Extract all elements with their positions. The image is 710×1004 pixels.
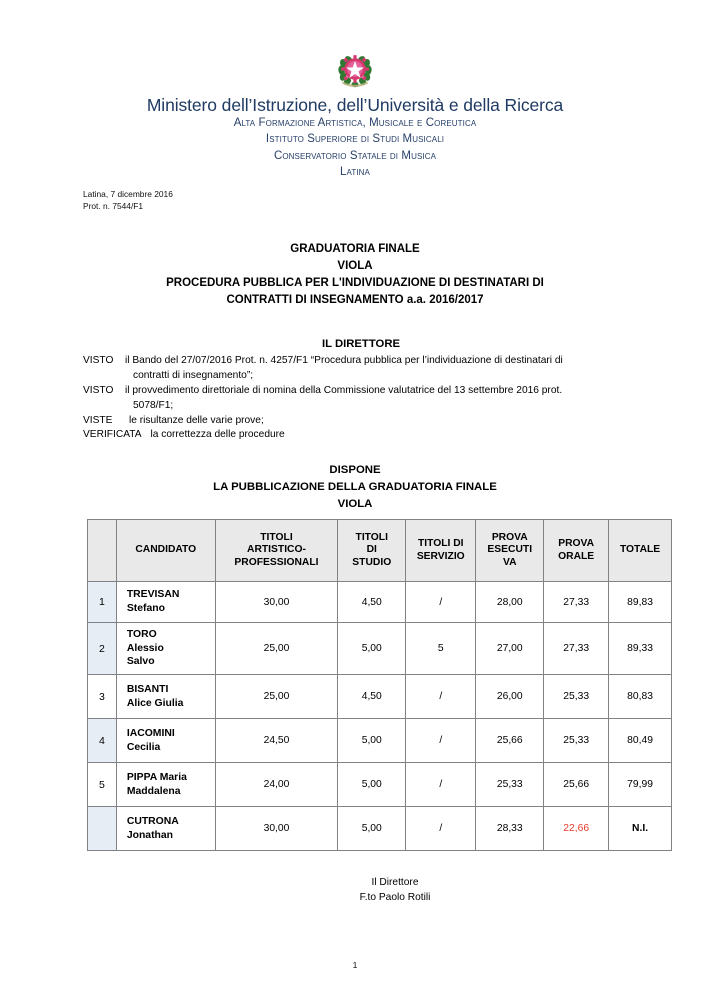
- header-line: VA: [502, 556, 517, 568]
- cell-rank: 1: [88, 582, 117, 623]
- cell-titoli-artistico: 24,50: [215, 719, 338, 763]
- header-line: PROFESSIONALI: [234, 556, 319, 568]
- column-header-totale: [609, 520, 672, 582]
- column-header-candidato: [116, 520, 215, 582]
- header-line: TITOLI DI: [417, 538, 464, 550]
- candidate-name-line: TORO: [126, 628, 157, 640]
- cell-prova-orale: 25,33: [544, 675, 609, 719]
- header-line: PROVA: [558, 538, 595, 550]
- clause-visto-bando: [83, 354, 639, 384]
- clause-verificata-correttezza: [83, 428, 639, 443]
- column-header-prova-orale: [544, 520, 609, 582]
- title-line-procedure-1: PROCEDURA PUBBLICA PER L'INDIVIDUAZIONE DI DESTINATARI DI: [166, 276, 544, 289]
- cell-prova-esecutiva: 27,00: [476, 623, 544, 675]
- title-line-procedure-2: CONTRATTI DI INSEGNAMENTO a.a. 2016/2017: [226, 293, 484, 306]
- cell-titoli-artistico: 25,00: [215, 623, 338, 675]
- cell-titoli-artistico: 24,00: [215, 763, 338, 807]
- header-line: TITOLI: [260, 531, 293, 543]
- candidate-name-line: BISANTI: [126, 683, 169, 695]
- clause-keyword: VISTO: [83, 384, 114, 396]
- cell-prova-esecutiva: 25,33: [476, 763, 544, 807]
- column-header-rank: [88, 520, 117, 582]
- candidate-name-line: IACOMINI: [126, 727, 175, 739]
- cell-totale: 89,33: [609, 623, 672, 675]
- cell-candidate: [116, 623, 215, 675]
- cell-prova-esecutiva: 25,66: [476, 719, 544, 763]
- candidate-name-line: TREVISAN: [126, 589, 180, 601]
- candidate-name-line: Cecilia: [126, 741, 161, 753]
- cell-candidate: [116, 719, 215, 763]
- header-line: PROVA: [491, 531, 528, 543]
- table-header-row: [88, 520, 672, 582]
- cell-titoli-servizio: /: [406, 582, 476, 623]
- cell-titoli-studio: 5,00: [338, 719, 406, 763]
- dispone-heading: DISPONE: [329, 464, 381, 476]
- cell-candidate: [116, 582, 215, 623]
- cell-candidate: [116, 675, 215, 719]
- cell-candidate: [116, 763, 215, 807]
- letterhead-subline-2: Istituto Superiore di Studi Musicali: [265, 133, 445, 146]
- letterhead-subline-4: Latina: [340, 166, 370, 179]
- cell-totale: 80,83: [609, 675, 672, 719]
- header-line: DI: [366, 544, 377, 556]
- column-header-titoli-di-servizio: [406, 520, 476, 582]
- title-line-graduatoria: GRADUATORIA FINALE: [290, 243, 420, 255]
- letterhead-subline-1: Alta Formazione Artistica, Musicale e Coreutica: [233, 117, 477, 130]
- cell-titoli-servizio: /: [406, 807, 476, 851]
- clause-keyword: VERIFICATA: [83, 429, 142, 441]
- document-title: [0, 241, 710, 309]
- protocol-number: Prot. n. 7544/F1: [83, 201, 144, 212]
- header-line: STUDIO: [352, 556, 392, 568]
- cell-titoli-studio: 5,00: [338, 763, 406, 807]
- signature-block: [0, 876, 710, 906]
- cell-prova-esecutiva: 28,33: [476, 807, 544, 851]
- letterhead-subline-3: Conservatorio Statale di Musica: [273, 149, 437, 162]
- cell-prova-orale: 25,33: [544, 719, 609, 763]
- cell-rank: 3: [88, 675, 117, 719]
- premise-block: [83, 336, 639, 443]
- header-line: SERVIZIO: [416, 550, 465, 562]
- cell-totale: 80,49: [609, 719, 672, 763]
- candidate-name-line: Stefano: [126, 603, 165, 614]
- cell-titoli-studio: 4,50: [338, 675, 406, 719]
- header-line: ESECUTI: [487, 544, 533, 556]
- cell-rank: 5: [88, 763, 117, 807]
- clause-text: il Bando del 27/07/2016 Prot. n. 4257/F1 “Procedura pubblica per l’individuazione di destinatari di: [125, 355, 563, 367]
- candidate-name-line: Alessio: [126, 642, 164, 654]
- clause-visto-provvedimento: [83, 384, 639, 414]
- signature-name: F.to Paolo Rotili: [359, 891, 431, 903]
- place-and-date: Latina, 7 dicembre 2016: [83, 189, 173, 199]
- cell-totale: 79,99: [609, 763, 672, 807]
- header-line: ARTISTICO-: [247, 544, 306, 556]
- dispone-line-instrument: VIOLA: [337, 497, 373, 510]
- cell-titoli-servizio: /: [406, 719, 476, 763]
- dispone-line-publication: LA PUBBLICAZIONE DELLA GRADUATORIA FINALE: [213, 480, 497, 493]
- dispone-block: [0, 462, 710, 512]
- cell-candidate: [116, 807, 215, 851]
- clause-continuation: contratti di insegnamento”;: [133, 370, 254, 382]
- cell-titoli-artistico: 30,00: [215, 807, 338, 851]
- clause-keyword: VISTO: [83, 355, 114, 367]
- column-header-titoli-artistico-professionali: [215, 520, 338, 582]
- cell-rank: 4: [88, 719, 117, 763]
- clause-continuation: 5078/F1;: [133, 399, 174, 411]
- header-line: CANDIDATO: [135, 544, 197, 556]
- cell-titoli-servizio: 5: [406, 623, 476, 675]
- cell-titoli-studio: 5,00: [338, 807, 406, 851]
- header-line: TOTALE: [619, 544, 661, 556]
- ministry-title: Ministero dell’Istruzione, dell’Università e della Ricerca: [146, 95, 564, 115]
- emblem-container: [0, 50, 710, 90]
- header-line: ORALE: [558, 550, 595, 562]
- table-row: [88, 675, 672, 719]
- table-row: [88, 582, 672, 623]
- cell-titoli-studio: 5,00: [338, 623, 406, 675]
- column-header-titoli-di-studio: [338, 520, 406, 582]
- header-line: TITOLI: [355, 531, 388, 543]
- protocol-block: [83, 188, 173, 212]
- table-row: [88, 807, 672, 851]
- cell-prova-orale: 25,66: [544, 763, 609, 807]
- italian-republic-emblem-icon: [335, 52, 375, 90]
- candidate-name-line: Jonathan: [126, 829, 174, 841]
- cell-prova-orale: 27,33: [544, 623, 609, 675]
- cell-titoli-servizio: /: [406, 675, 476, 719]
- cell-prova-orale: 22,66: [544, 807, 609, 851]
- title-line-instrument: VIOLA: [337, 259, 373, 272]
- column-header-prova-esecutiva: [476, 520, 544, 582]
- cell-prova-esecutiva: 28,00: [476, 582, 544, 623]
- cell-totale: 89,83: [609, 582, 672, 623]
- candidate-name-line: Maddalena: [126, 785, 181, 797]
- cell-rank: [88, 807, 117, 851]
- cell-titoli-artistico: 25,00: [215, 675, 338, 719]
- table-row: [88, 623, 672, 675]
- clause-viste-risultanze: [83, 414, 639, 429]
- candidate-name-line: PIPPA Maria: [126, 771, 187, 783]
- clause-text: il provvedimento direttoriale di nomina della Commissione valutatrice del 13 settembre 2016 prot.: [125, 384, 563, 396]
- signature-role: Il Direttore: [371, 877, 419, 888]
- cell-titoli-studio: 4,50: [338, 582, 406, 623]
- cell-titoli-servizio: /: [406, 763, 476, 807]
- letterhead: [0, 50, 710, 180]
- candidate-name-line: Alice Giulia: [126, 697, 184, 709]
- clause-text: la correttezza delle procedure: [150, 429, 285, 441]
- cell-prova-orale: 27,33: [544, 582, 609, 623]
- page-number: 1: [352, 960, 358, 970]
- cell-prova-esecutiva: 26,00: [476, 675, 544, 719]
- cell-totale: N.I.: [609, 807, 672, 851]
- candidate-name-line: Salvo: [126, 656, 155, 668]
- cell-rank: 2: [88, 623, 117, 675]
- clause-keyword: VISTE: [83, 414, 113, 426]
- table-row: [88, 719, 672, 763]
- ranking-table: [87, 519, 672, 851]
- premise-heading: IL DIRETTORE: [321, 338, 401, 350]
- table-row: [88, 763, 672, 807]
- cell-titoli-artistico: 30,00: [215, 582, 338, 623]
- clause-text: le risultanze delle varie prove;: [129, 414, 264, 426]
- candidate-name-line: CUTRONA: [126, 815, 179, 827]
